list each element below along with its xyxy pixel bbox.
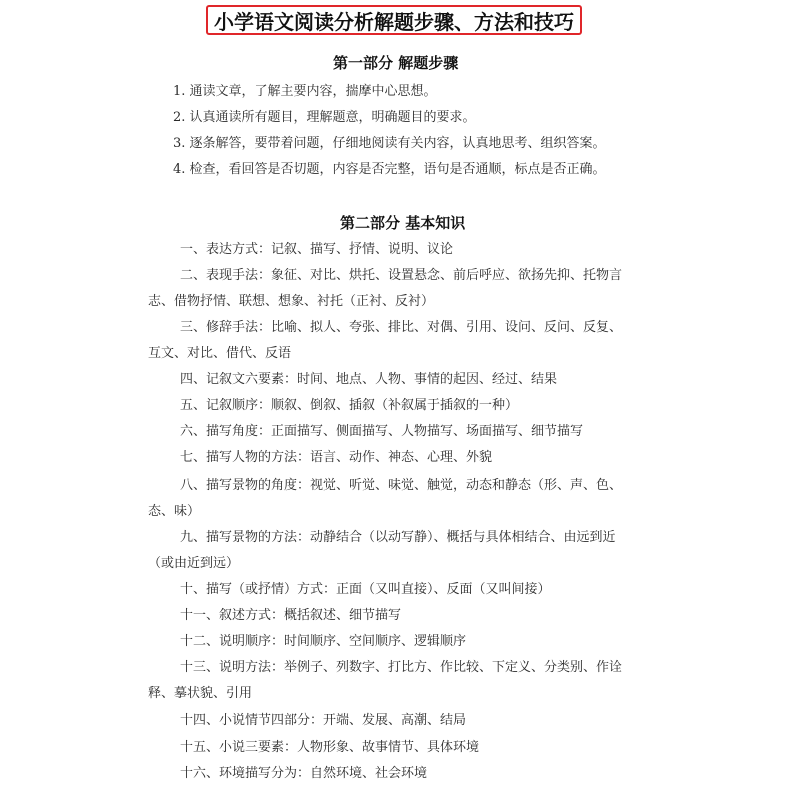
knowledge-line: 一、表达方式：记叙、描写、抒情、说明、议论 [180,242,454,257]
knowledge-line: 态、味） [148,504,201,519]
knowledge-line: 十一、叙述方式：概括叙述、细节描写 [180,608,402,623]
knowledge-line: 释、摹状貌、引用 [148,686,253,701]
knowledge-line: 八、描写景物的角度：视觉、听觉、味觉、触觉，动态和静态（形、声、色、 [180,478,623,493]
knowledge-line: 三、修辞手法：比喻、拟人、夸张、排比、对偶、引用、设问、反问、反复、 [180,320,623,335]
part2-heading: 第二部分 基本知识 [340,214,466,232]
step-item: 3. 逐条解答，要带着问题，仔细地阅读有关内容，认真地思考、组织答案。 [173,136,606,151]
knowledge-line: 四、记叙文六要素：时间、地点、人物、事情的起因、经过、结果 [180,372,558,387]
step-item: 1. 通读文章，了解主要内容，揣摩中心思想。 [173,84,437,99]
step-item: 4. 检查，看回答是否切题，内容是否完整，语句是否通顺，标点是否正确。 [173,162,606,177]
knowledge-line: 九、描写景物的方法：动静结合（以动写静）、概括与具体相结合、由远到近 [180,530,616,545]
knowledge-line: 十二、说明顺序：时间顺序、空间顺序、逻辑顺序 [180,634,467,649]
knowledge-line: 六、描写角度：正面描写、侧面描写、人物描写、场面描写、细节描写 [180,424,584,439]
knowledge-line: 十四、小说情节四部分：开端、发展、高潮、结局 [180,713,467,728]
knowledge-line: 七、描写人物的方法：语言、动作、神态、心理、外貌 [180,450,493,465]
knowledge-line: 五、记叙顺序：顺叙、倒叙、插叙（补叙属于插叙的一种） [180,398,519,413]
part1-heading: 第一部分 解题步骤 [333,54,459,72]
knowledge-line: 十六、环境描写分为：自然环境、社会环境 [180,766,428,781]
knowledge-line: 十、描写（或抒情）方式：正面（又叫直接）、反面（又叫间接） [180,582,551,597]
knowledge-line: （或由近到远） [148,556,240,571]
knowledge-line: 互文、对比、借代、反语 [148,346,292,361]
knowledge-line: 十三、说明方法：举例子、列数字、打比方、作比较、下定义、分类别、作诠 [180,660,623,675]
page-title: 小学语文阅读分析解题步骤、方法和技巧 [206,5,582,35]
knowledge-line: 志、借物抒情、联想、想象、衬托（正衬、反衬） [148,294,435,309]
step-item: 2. 认真通读所有题目，理解题意，明确题目的要求。 [173,110,476,125]
knowledge-line: 二、表现手法：象征、对比、烘托、设置悬念、前后呼应、欲扬先抑、托物言 [180,268,623,283]
knowledge-line: 十五、小说三要素：人物形象、故事情节、具体环境 [180,740,480,755]
